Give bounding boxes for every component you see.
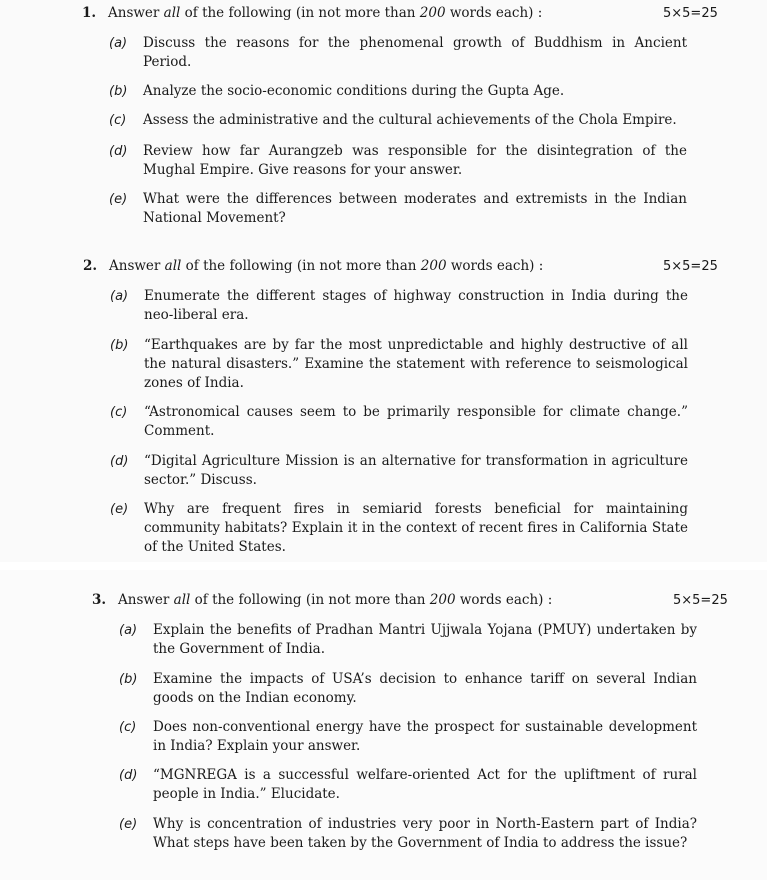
question-instruction: Answer all of the following (in not more than 200 words each) : [108, 5, 543, 21]
item-label: (d) [110, 454, 129, 469]
item-label: (c) [109, 113, 127, 128]
question-number: 3. [92, 592, 107, 608]
item-text: Discuss the reasons for the phenomenal growth of Buddhism in Ancient Period. [143, 35, 687, 70]
item-label: (e) [109, 192, 128, 207]
question-marks: 5×5=25 [673, 593, 728, 608]
question-instruction: Answer all of the following (in not more than 200 words each) : [109, 258, 544, 274]
item-label: (b) [119, 672, 138, 687]
question-number: 1. [82, 5, 97, 21]
page-gap [0, 562, 767, 570]
item-text: “MGNREGA is a successful welfare-oriented Act for the upliftment of rural people in India.” Elucidate. [153, 767, 697, 802]
item-text: “Digital Agriculture Mission is an alternative for transformation in agriculture sector.” Discuss. [144, 453, 688, 488]
item-text: Enumerate the different stages of highway construction in India during the neo-liberal era. [144, 288, 688, 323]
item-label: (d) [119, 768, 138, 783]
item-label: (a) [110, 289, 129, 304]
item-label: (c) [110, 405, 128, 420]
item-text: Why are frequent fires in semiarid forests beneficial for maintaining community habitats? Explain it in the context of recent fires in California State of the United States. [144, 501, 688, 555]
item-label: (b) [109, 84, 128, 99]
item-text: What were the differences between moderates and extremists in the Indian National Movement? [143, 191, 687, 226]
item-label: (d) [109, 144, 128, 159]
item-text: Review how far Aurangzeb was responsible for the disintegration of the Mughal Empire. Give reasons for your answer. [143, 143, 687, 178]
question-instruction: Answer all of the following (in not more than 200 words each) : [118, 592, 553, 608]
item-text: Assess the administrative and the cultural achievements of the Chola Empire. [143, 112, 677, 128]
item-text: “Astronomical causes seem to be primarily responsible for climate change.” Comment. [144, 404, 688, 439]
item-label: (c) [119, 720, 137, 735]
item-label: (a) [119, 623, 138, 638]
item-text: Analyze the socio-economic conditions during the Gupta Age. [143, 83, 565, 99]
item-label: (b) [110, 338, 129, 353]
item-label: (e) [110, 502, 129, 517]
item-label: (a) [109, 36, 128, 51]
item-text: “Earthquakes are by far the most unpredictable and highly destructive of all the natural disasters.” Examine the statement with reference to seismological zones of India. [144, 337, 688, 391]
item-text: Does non-conventional energy have the prospect for sustainable development in India? Explain your answer. [153, 719, 697, 754]
question-number: 2. [83, 258, 98, 274]
item-label: (e) [119, 817, 138, 832]
item-text: Why is concentration of industries very poor in North-Eastern part of India? What steps have been taken by the Government of India to address the issue? [153, 816, 697, 851]
item-text: Explain the benefits of Pradhan Mantri Ujjwala Yojana (PMUY) undertaken by the Government of India. [153, 622, 697, 657]
question-marks: 5×5=25 [663, 6, 718, 21]
item-text: Examine the impacts of USA’s decision to enhance tariff on several Indian goods on the Indian economy. [153, 671, 697, 706]
question-marks: 5×5=25 [663, 259, 718, 274]
